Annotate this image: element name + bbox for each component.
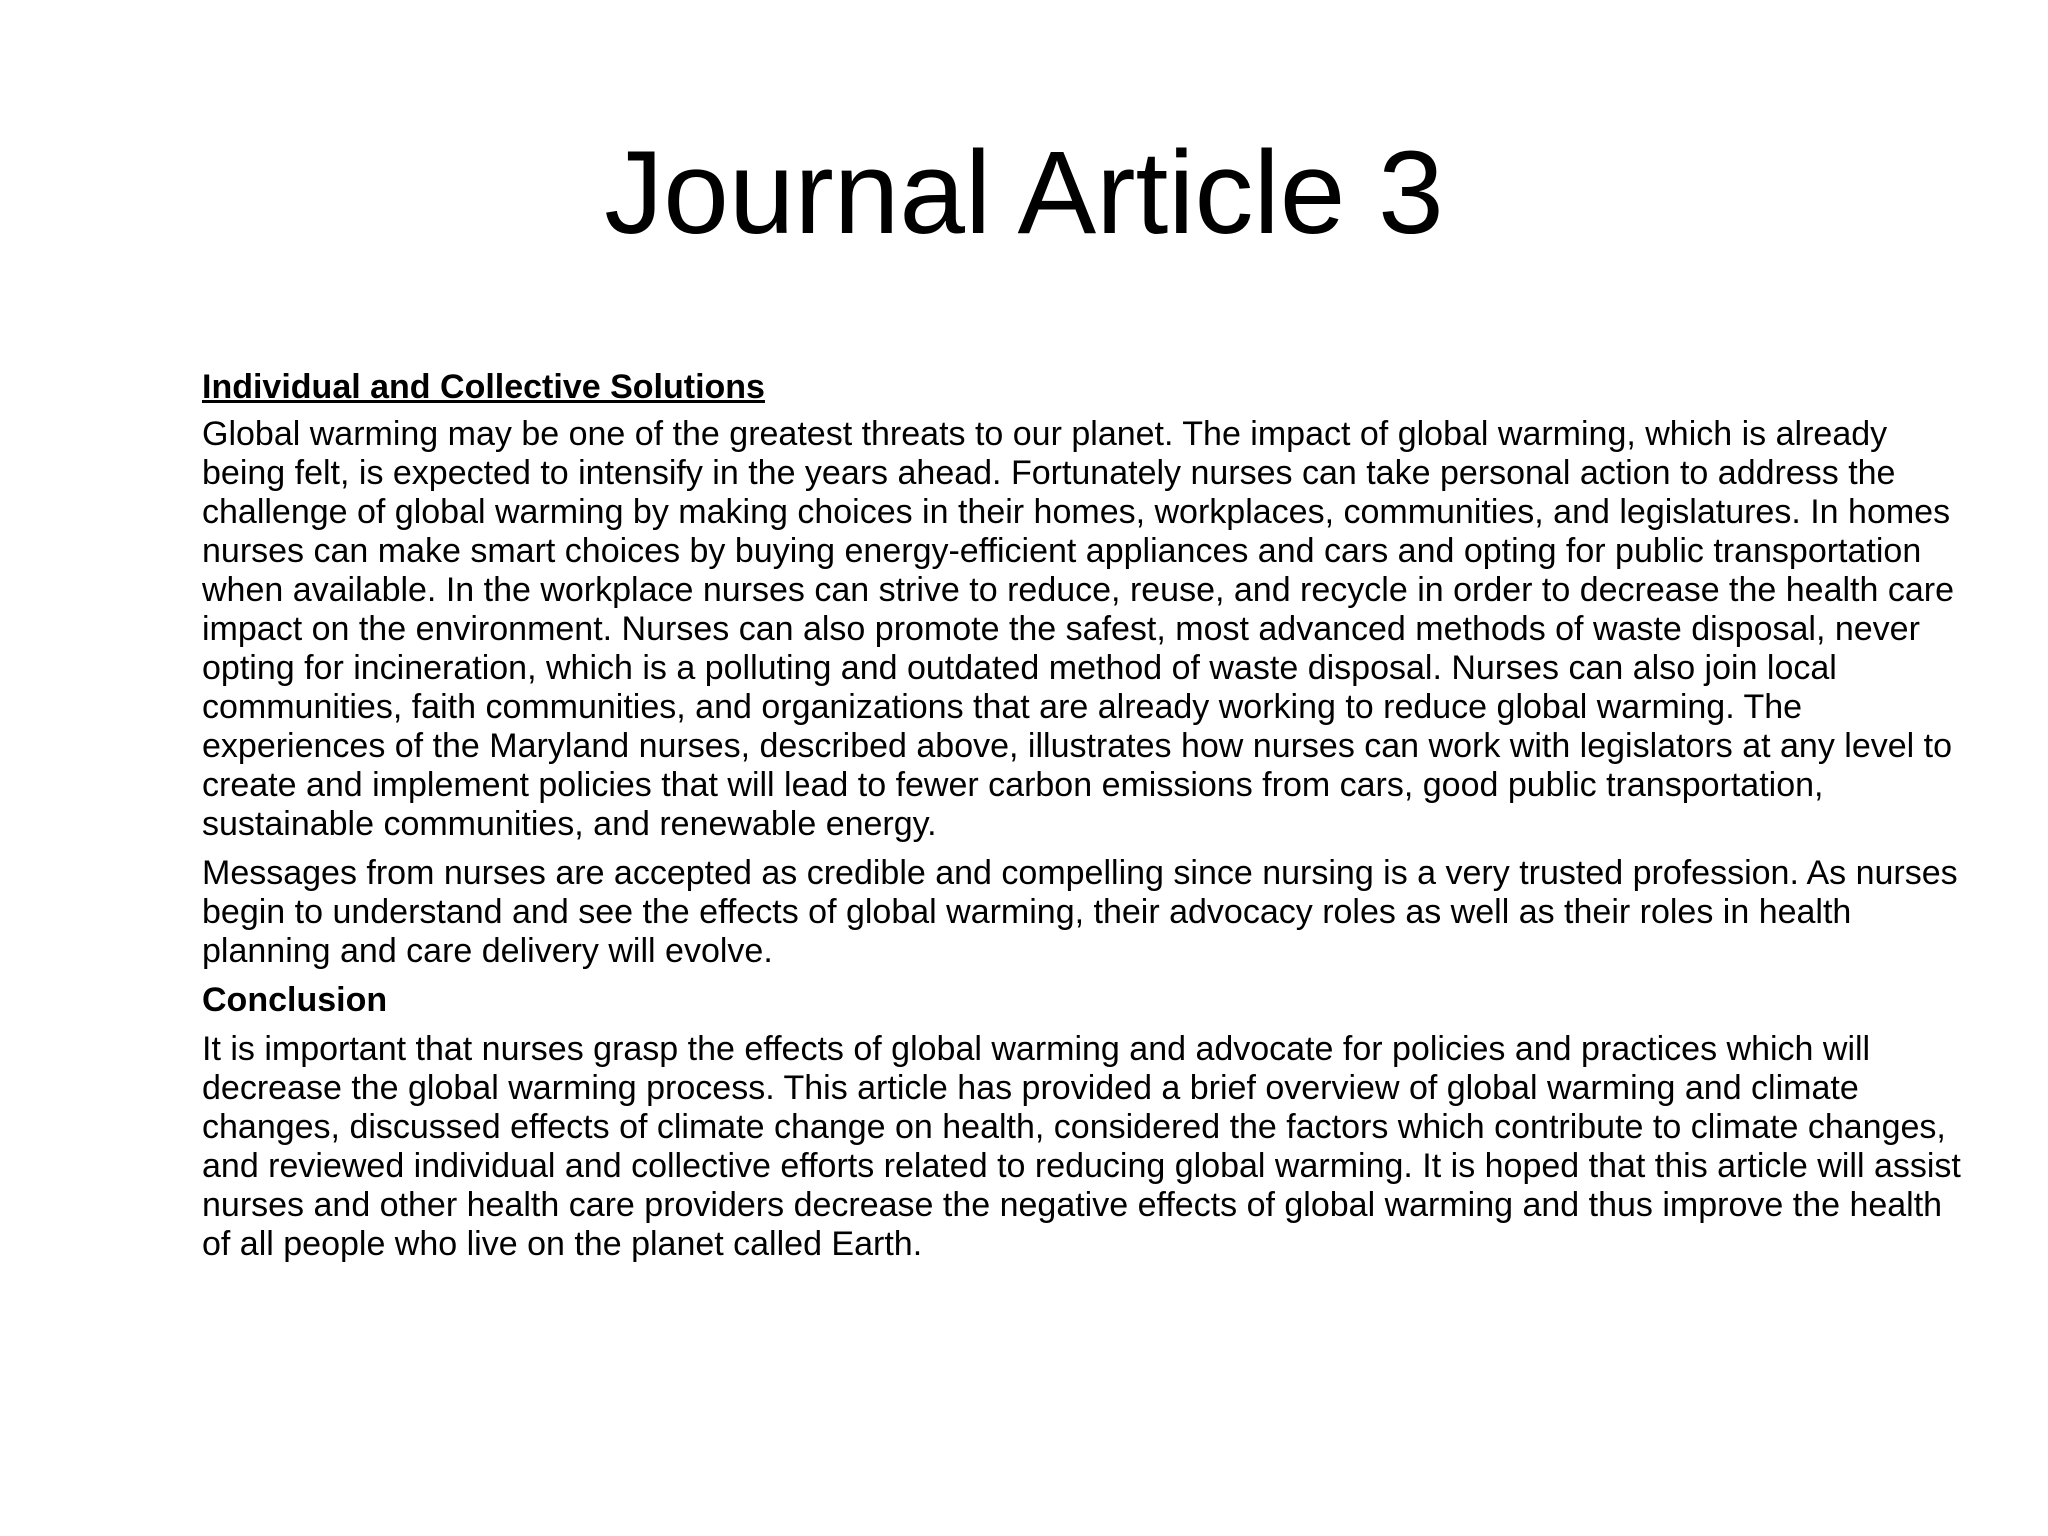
section-heading: Individual and Collective Solutions [202,368,765,406]
slide-title: Journal Article 3 [604,127,1444,259]
conclusion-paragraph: It is important that nurses grasp the effects of global warming and advocate for policies and practices which will decrease the global warming process. This article has provided a brief overview of global warming and climate changes, discussed effects of climate change on health, considered the factors which contribute to climate changes, and reviewed individual and collective efforts related to reducing global warming. It is hoped that this article will assist nurses and other health care providers decrease the negative effects of global warming and thus improve the health of all people who live on the planet called Earth. [202,1030,1961,1263]
body-paragraph: Global warming may be one of the greatest threats to our planet. The impact of global warming, which is already being felt, is expected to intensify in the years ahead. Fortunately nurses can take personal action to address the challenge of global warming by making choices in their homes, workplaces, communities, and legislatures. In homes nurses can make smart choices by buying energy-efficient appliances and cars and opting for public transportation when available. In the workplace nurses can strive to reduce, reuse, and recycle in order to decrease the health care impact on the environment. Nurses can also promote the safest, most advanced methods of waste disposal, never opting for incineration, which is a polluting and outdated method of waste disposal. Nurses can also join local communities, faith communities, and organizations that are already working to reduce global warming. The experiences of the Maryland nurses, described above, illustrates how nurses can work with legislators at any level to create and implement policies that will lead to fewer carbon emissions from cars, good public transportation, sustainable communities, and renewable energy. [202,415,1954,843]
body-paragraph: Messages from nurses are accepted as credible and compelling since nursing is a very trusted profession. As nurses begin to understand and see the effects of global warming, their advocacy roles as well as their roles in health planning and care delivery will evolve. [202,854,1958,970]
slide-body [202,368,1962,1274]
conclusion-heading: Conclusion [202,981,388,1019]
